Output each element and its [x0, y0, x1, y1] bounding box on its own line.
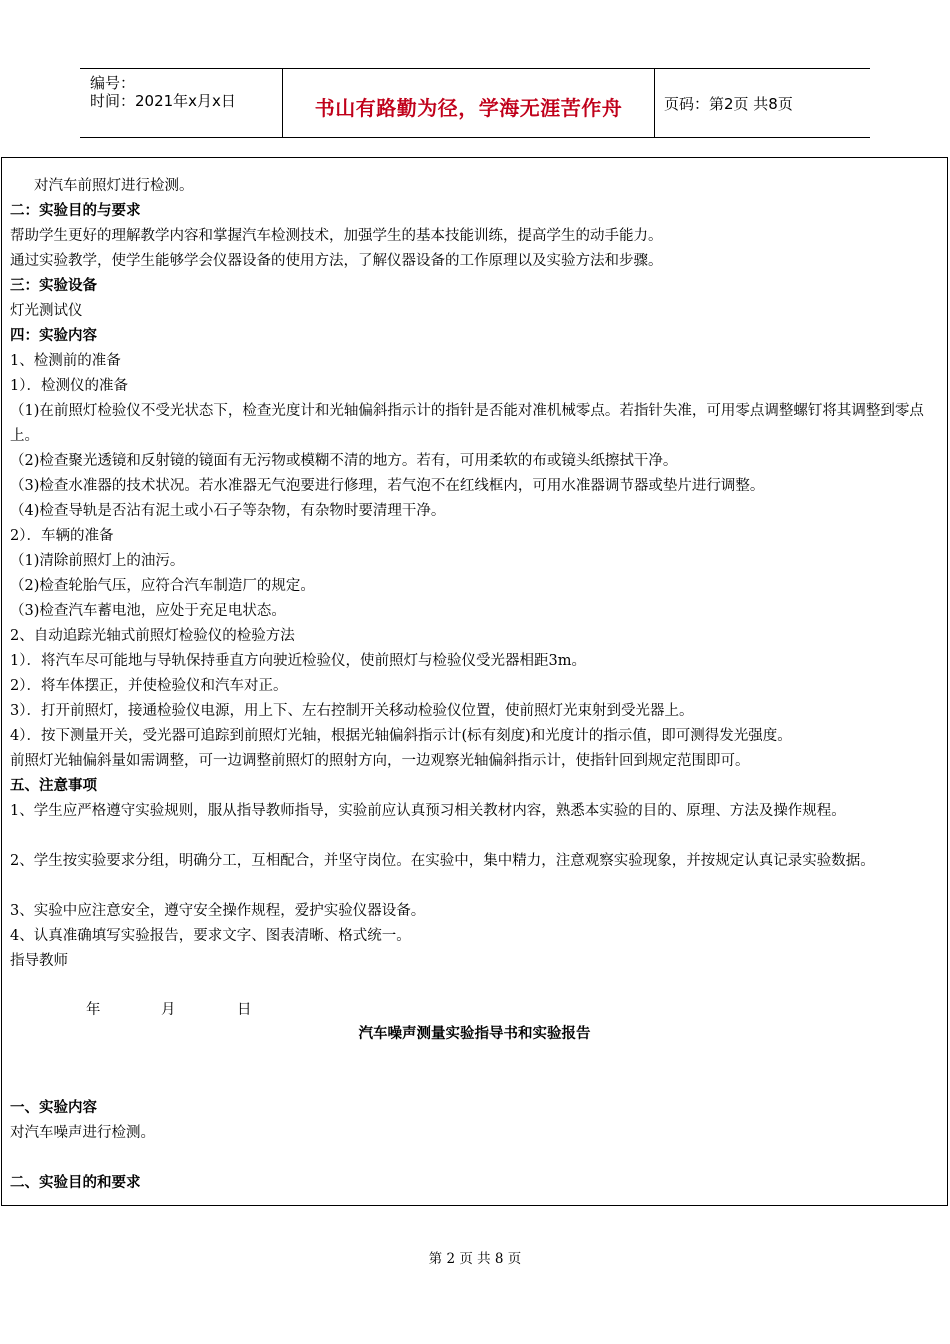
content-line: 帮助学生更好的理解教学内容和掌握汽车检测技术，加强学生的基本技能训练，提高学生的动手能力。: [10, 228, 663, 244]
content-paragraph: （1)在前照灯检验仪不受光状态下，检查光度计和光轴偏斜指示计的指针是否能对准机械零点。若指针失准，可用零点调整螺钉将其调整到零点上。: [10, 403, 924, 444]
content-line: 灯光测试仪: [10, 303, 83, 319]
content-line: 2、自动追踪光轴式前照灯检验仪的检验方法: [10, 628, 295, 644]
section-heading: 一、实验内容: [10, 1100, 97, 1116]
number-label: 编号：: [90, 74, 136, 92]
document-header: [80, 68, 870, 138]
date-month: 月: [161, 1002, 176, 1018]
date-year: 年: [86, 1002, 101, 1018]
page-code: 页码：第2页 共8页: [664, 95, 793, 113]
motto-text: 书山有路勤为径，学海无涯苦作舟: [314, 96, 623, 120]
content-paragraph: 1、学生应严格遵守实验规则，服从指导教师指导，实验前应认真预习相关教材内容，熟悉本实验的目的、原理、方法及操作规程。: [10, 803, 846, 819]
header-motto-cell: [283, 69, 655, 137]
content-line: 对汽车噪声进行检测。: [10, 1125, 155, 1141]
content-line: （3)检查水准器的技术状况。若水准器无气泡要进行修理，若气泡不在红线框内，可用水准器调节器或垫片进行调整。: [10, 478, 765, 494]
time-label: 时间：2021年x月x日: [90, 92, 236, 110]
section-heading: 二：实验目的与要求: [10, 203, 141, 219]
content-line: 3、实验中应注意安全，遵守安全操作规程，爱护实验仪器设备。: [10, 903, 426, 919]
content-line: 3）．打开前照灯，接通检验仪电源，用上下、左右控制开关移动检验仪位置，使前照灯光束射到受光器上。: [10, 703, 694, 719]
next-experiment-title: 汽车噪声测量实验指导书和实验报告: [358, 1026, 591, 1042]
content-line: （3)检查汽车蓄电池，应处于充足电状态。: [10, 603, 286, 619]
content-line: 1、检测前的准备: [10, 353, 121, 369]
content-line: 1）．将汽车尽可能地与导轨保持垂直方向驶近检验仪，使前照灯与检验仪受光器相距3m。: [10, 653, 586, 669]
content-line: 前照灯光轴偏斜量如需调整，可一边调整前照灯的照射方向，一边观察光轴偏斜指示计，使指针回到规定范围即可。: [10, 753, 750, 769]
content-line: 通过实验教学，使学生能够学会仪器设备的使用方法，了解仪器设备的工作原理以及实验方法和步骤。: [10, 253, 663, 269]
content-line: （2)检查轮胎气压，应符合汽车制造厂的规定。: [10, 578, 315, 594]
content-line: 2）．将车体摆正，并使检验仪和汽车对正。: [10, 678, 288, 694]
content-line: （4)检查导轨是否沾有泥土或小石子等杂物，有杂物时要清理干净。: [10, 503, 446, 519]
content-line: 2）．车辆的准备: [10, 528, 114, 544]
content-paragraph: 2、学生按实验要求分组，明确分工，互相配合，并坚守岗位。在实验中，集中精力，注意观察实验现象，并按规定认真记录实验数据。: [10, 853, 875, 869]
section-heading: 五、注意事项: [10, 778, 97, 794]
section-heading: 三：实验设备: [10, 278, 97, 294]
section-heading: 二、实验目的和要求: [10, 1175, 141, 1191]
content-line: 4、认真准确填写实验报告，要求文字、图表清晰、格式统一。: [10, 928, 411, 944]
content-line: 1）．检测仪的准备: [10, 378, 128, 394]
content-line: （2)检查聚光透镜和反射镜的镜面有无污物或模糊不清的地方。若有，可用柔软的布或镜头纸擦拭干净。: [10, 453, 678, 469]
content-box: [1, 157, 948, 1206]
section-heading: 四：实验内容: [10, 328, 97, 344]
content-line: 4）．按下测量开关，受光器可追踪到前照灯光轴，根据光轴偏斜指示计(标有刻度)和光度计的指示值，即可测得发光强度。: [10, 728, 792, 744]
content-line: 对汽车前照灯进行检测。: [34, 178, 194, 194]
instructor-label: 指导教师: [10, 953, 68, 969]
page-footer: 第 2 页 共 8 页: [428, 1251, 522, 1267]
date-day: 日: [237, 1002, 252, 1018]
content-line: （1)清除前照灯上的油污。: [10, 553, 185, 569]
header-meta-cell: [80, 69, 283, 137]
